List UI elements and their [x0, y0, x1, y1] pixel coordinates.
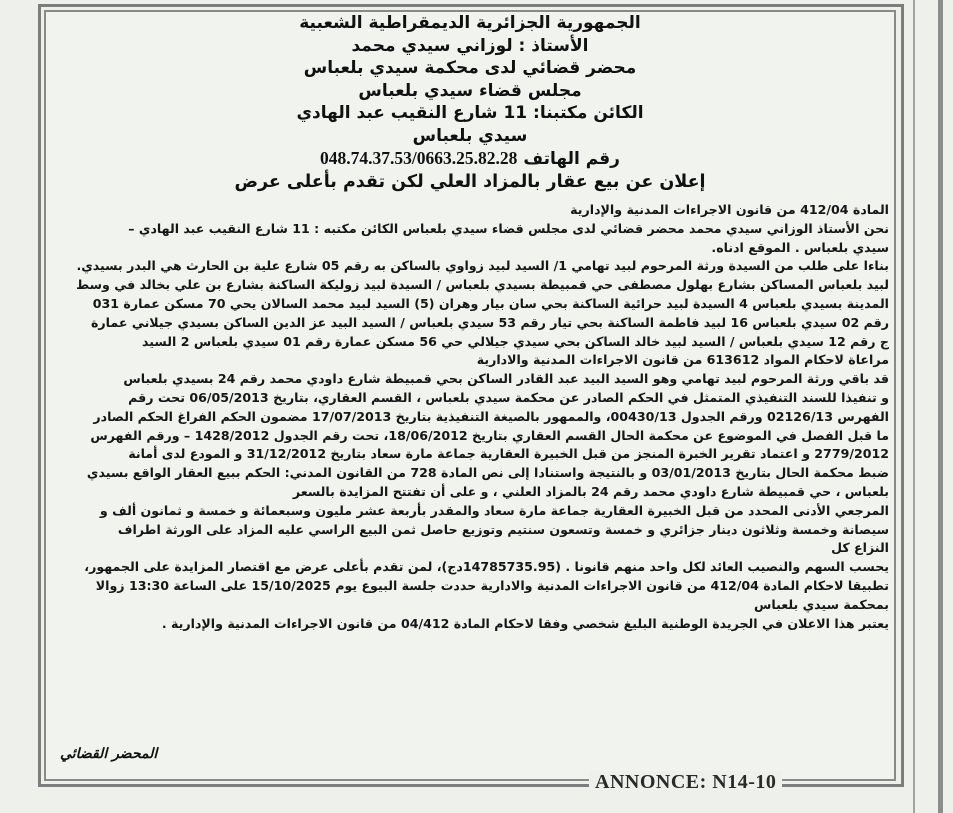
body-line: النزاع كل [831, 540, 889, 556]
body-line: رقم 02 سيدي بلعباس 16 لبيد فاطمة الساكنة بحي تيار رقم 53 سيدي بلعباس / السيد البيد عز الدين الساكن بسيدي جيلاني عمارة [90, 314, 889, 330]
notice-header [60, 12, 880, 193]
body-line: مراعاة لاحكام المواد 613612 من قانون الاجراءات المدنية والادارية [476, 352, 889, 368]
bailiff-name: الأستاذ : لوزاني سيدي محمد [351, 35, 589, 56]
body-line: المدينة بسيدي بلعباس 4 السيدة لبيد حرائية الساكنة بحي سان بيار وهران (5) السيد لبيد محمد السالان يحي 70 مسكن عمارة 031 [92, 295, 889, 311]
council-name: مجلس قضاء سيدي بلعباس [358, 80, 582, 101]
adjacent-column-rule [938, 0, 943, 813]
body-line: ما قبل الفصل في الموضوع عن محكمة الحال القسم العقاري بتاريخ 18/06/2012، تحت رقم الجدول 1428/2012 – ورقم الفهرس [90, 427, 889, 443]
body-line: بناءا على طلب من السيدة ورثة المرحوم لبيد تهامي 1/ السيد لبيد زواوي بالساكن به رقم 05 شارع علية بن الحارث هي البدر بسيدي. [76, 258, 889, 274]
notice-body [60, 201, 889, 633]
body-line: بلعباس ، حي قمبيطة شارع داودي محمد رقم 24 بالمزاد العلني ، و على أن تفتتح المزايدة بالسعر [292, 483, 889, 499]
body-line: المرجعي الأدنى المحدد من قبل الخبيرة العقارية جماعة مارة سعاد والمقدر بأربعة عشر مليون وسبعمائة و خمسة و ثمانون ألف و [99, 502, 889, 518]
body-line: المادة 412/04 من قانون الاجراءات المدنية والإدارية [570, 202, 889, 217]
phone-numbers: 048.74.37.53/0663.25.82.28 [320, 148, 518, 168]
announcement-code: ANNONCE: N14-10 [589, 771, 782, 794]
office-address: الكائن مكتبنا: 11 شارع النقيب عبد الهادي [296, 103, 644, 123]
body-line: يعتبر هذا الاعلان في الجريدة الوطنية البليغ شخصي وفقا لاحكام المادة 04/412 من قانون الاجراءات المدنية والإدارية . [161, 615, 889, 631]
body-line: ج رقم 12 سيدي بلعباس / السيد لبيد خالد الساكن بحي سيدي جيلالي حي 56 مسكن عمارة رقم 01 سيدي بلعباس 2 السيد [142, 333, 889, 349]
body-line: سيصانة وخمسة وثلاثون دينار جزائري و خمسة وتسعون سنتيم وتوزيع حاصل ثمن البيع الراسي عليه المزاد على الورثة اطراف [117, 521, 889, 537]
republic-title: الجمهورية الجزائرية الديمقراطية الشعبية [299, 13, 641, 33]
body-line: 2779/2012 و اعتماد تقرير الخبرة المنجز من قبل الخبيرة العقارية جماعة مارة سعاد بتاريخ 31/12/2012 و المودع لدى أمانة [128, 446, 889, 462]
phone-label: رقم الهاتف [523, 149, 620, 169]
phone-line [60, 147, 880, 171]
body-line: سيدي بلعباس . الموقع ادناه. [711, 239, 889, 255]
body-line: لبيد بلعباس المساكن بشارع بهلول مصطفى حي قمبيطة بسيدي بلعباس / السيدة لبيد زوليكة الساكنة بشارع بن علي بخالد في وسط [76, 277, 889, 293]
body-line: بمحكمة سيدي بلعباس [754, 596, 889, 612]
body-line: و تنفيذا للسند التنفيذي المتمثل في الحكم الصادر عن محكمة سيدي بلعباس ، القسم العقاري، بتاريخ 06/05/2013 تحت رقم [128, 389, 889, 405]
body-line: نحن الأستاذ الوزاني سيدي محمد محضر قضائي لدى مجلس قضاء سيدي بلعباس الكائن مكتبه : 11 شارع النقيب عبد الهادي – [128, 220, 889, 236]
bailiff-title: محضر قضائي لدى محكمة سيدي بلعباس [303, 58, 637, 78]
body-line: ضبط محكمة الحال بتاريخ 03/01/2013 و بالنتيجة واستنادا إلى نص المادة 728 من القانون المدني: الحكم ببيع العقار الواقع بسيدي [86, 465, 889, 481]
adjacent-column-rule [913, 0, 915, 813]
bailiff-signature: المحضر القضائي [60, 746, 158, 762]
body-line: تطبيقا لاحكام المادة 412/04 من قانون الاجراءات المدنية والادارية حددت جلسة البيوع يوم 15/10/2025 على الساعة 13:30 زوالا [95, 577, 889, 593]
announcement-title: إعلان عن بيع عقار بالمزاد العلي لكن تقدم بأعلى عرض [234, 171, 706, 192]
body-line: قد باقي ورثة المرحوم لبيد تهامي وهو السيد البيد عبد القادر الساكن بحي قمبيطة شارع داودي محمد رقم 24 بسيدي بلعباس [123, 371, 889, 387]
body-line: يحسب السهم والنصيب العائد لكل واحد منهم قانونا . (14785735.95دج)، لمن تقدم بأعلى عرض مع اقتصار المزايدة على الجمهور، [84, 559, 889, 575]
office-city: سيدي بلعباس [412, 125, 528, 146]
body-line: الفهرس 02126/13 ورقم الجدول 00430/13، والممهور بالصيغة التنفيذية بتاريخ 17/07/2013 مضمون الحكم الفراغ الحكم الصادر [93, 408, 889, 424]
